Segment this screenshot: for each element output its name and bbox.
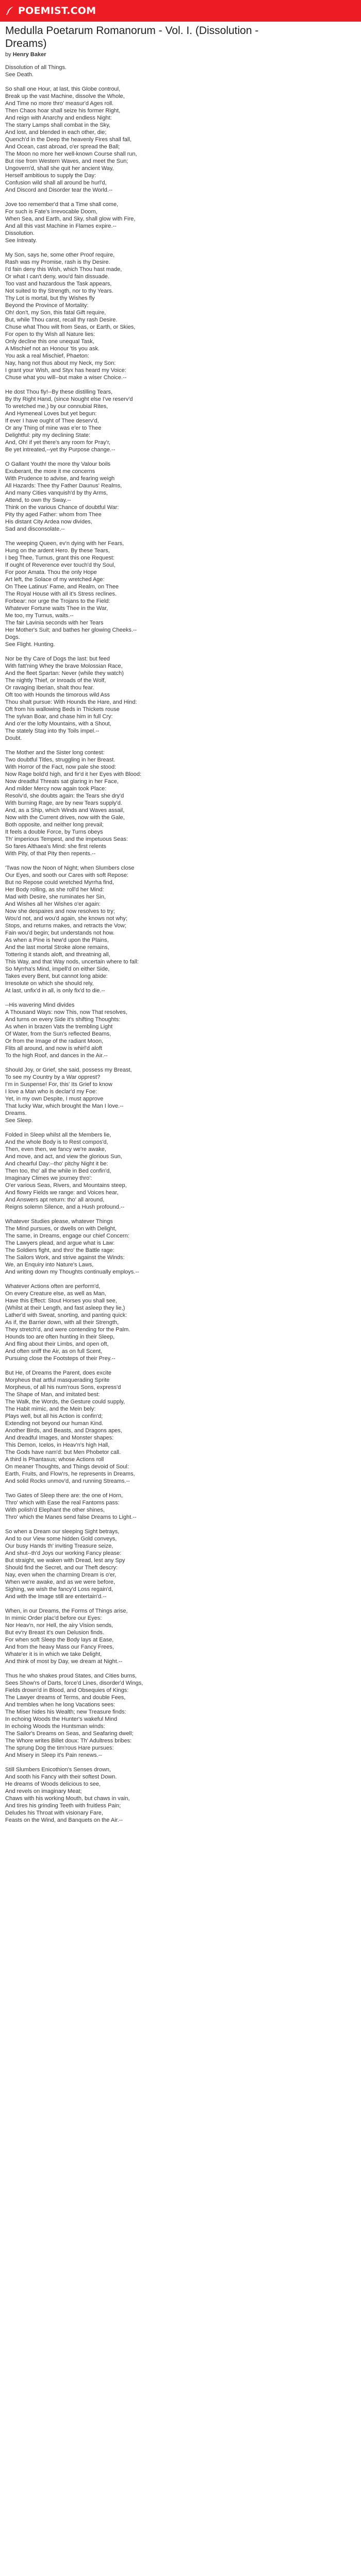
- poem-stanza: [5, 1766, 356, 1824]
- poem-line: Th' imperious Tempest, and the impetuous Seas:: [5, 836, 128, 842]
- poem-line: The stately Stag into thy Toils impel.--: [5, 728, 100, 734]
- poem-line: The Habit mimic, and the Mein bely:: [5, 1406, 96, 1412]
- poem-line: On meaner Thoughts, and Things devoid of Soul:: [5, 1464, 129, 1470]
- poem-line: Thus he who shakes proud States, and Cities burns,: [5, 1673, 137, 1679]
- poem-line: Deludes his Throat with visionary Fare,: [5, 1810, 103, 1816]
- poem-line: And tires his grinding Teeth with fruitless Pain;: [5, 1803, 121, 1809]
- site-logo-text: POEMIST.COM: [18, 5, 96, 16]
- poem-stanza: [5, 1131, 356, 1211]
- poem-line: Thou shalt pursue: With Hounds the Hare, and Hind:: [5, 699, 137, 705]
- poem-line: But rise from Western Waves, and meet the Sun;: [5, 158, 128, 164]
- poem-stanza: [5, 1002, 356, 1059]
- poem-line: Or ravaging Iberian, shalt thou fear.: [5, 685, 94, 691]
- poem-line: And trembles when he long Vacations sees:: [5, 1702, 116, 1708]
- poem-line: For when soft Sleep the Body lays at Ease,: [5, 1637, 114, 1643]
- poem-line: To see my Country by a War opprest?: [5, 1074, 101, 1080]
- poem-line: Only decline this one unequal Task,: [5, 338, 94, 345]
- poem-line: Flits all around, and now is whirl'd aloft: [5, 1045, 102, 1052]
- poem-line: And Misery in Sleep it's Pain renews.--: [5, 1752, 102, 1758]
- poem-line: And Answers apt return: tho' all around,: [5, 1197, 105, 1203]
- poem-line: Or from the Image of the radiant Moon,: [5, 1038, 104, 1044]
- poem-line: Two doubtful Titles, struggling in her Breast.: [5, 757, 116, 763]
- poem-line: With Pity, of that Pity then repents.--: [5, 851, 96, 857]
- poem-line: Be yet intreated,--yet thy Purpose change.--: [5, 447, 116, 453]
- poem-stanza: [5, 1283, 356, 1362]
- poem-line: Delightful: pity my declining State:: [5, 432, 91, 438]
- poem-stanza: [5, 1492, 356, 1521]
- poem-line: And with the Image still are entertain'd.--: [5, 1594, 107, 1600]
- poem-line: Stops, and returns makes, and retracts the Vow;: [5, 923, 126, 929]
- poem-line: Have this Effect: Stout Horses you shall see,: [5, 1298, 117, 1304]
- poem-line: Then too, tho' all the while in Bed confin'd,: [5, 1168, 111, 1174]
- poem-line: Takes every Bent, but cannot long abide:: [5, 973, 108, 979]
- poem-line: You ask a real Mischief, Phaeton:: [5, 353, 89, 359]
- poem-line: Imaginary Climes we journey thro':: [5, 1175, 92, 1181]
- poem-line: Attend, to own thy Sway.--: [5, 497, 71, 503]
- poem-line: Hounds too are often hunting in their Sleep,: [5, 1334, 115, 1340]
- poem-line: Dissolution of all Things.: [5, 64, 67, 71]
- poem-line: 'Twas now the Noon of Night; when Slumbers close: [5, 865, 135, 871]
- poem-line: All Hazards: Thee thy Father Daunus' Realms,: [5, 483, 122, 489]
- poem-line: That lucky War, which brought the Man I love.--: [5, 1103, 124, 1109]
- poem-line: Art left, the Solace of my wretched Age:: [5, 577, 105, 583]
- poem-line: The Shape of Man, and imitated best:: [5, 1392, 100, 1398]
- poem-line: So shall one Hour, at last, this Globe controul,: [5, 86, 121, 92]
- poem-stanza: [5, 251, 356, 381]
- poem-line: And to our View some hidden Gold conveys,: [5, 1536, 117, 1542]
- poem-line: So fares Althaea's Mind: she first relents: [5, 843, 106, 850]
- poem-line: Irresolute on which she should rely,: [5, 980, 94, 987]
- poem-line: Then, even then, we fancy we're awake,: [5, 1146, 106, 1153]
- poem-line: But He, of Dreams the Parent, does excite: [5, 1370, 112, 1376]
- poem-line: Tottering it stands aloft, and threatning all,: [5, 952, 110, 958]
- poem-line: Morpheus, of all his num'rous Sons, express'd: [5, 1384, 121, 1391]
- poem-line: Her Mother's Suit; and bathes her glowing Cheeks.--: [5, 627, 137, 633]
- poem-line: A third is Phantasus; whose Actions roll: [5, 1456, 104, 1463]
- poem-stanza: [5, 388, 356, 453]
- poem-stanza: [5, 1066, 356, 1124]
- poem-line: And writing down my Thoughts continually employs.--: [5, 1269, 139, 1275]
- poem-line: Extending not beyond our human Kind.: [5, 1420, 104, 1427]
- poem-line: Nay, hang not thus about my Neck, my Son:: [5, 360, 116, 366]
- poem-author-line: [5, 51, 356, 58]
- poem-line: The fair Lavinia seconds with her Tears: [5, 620, 104, 626]
- poem-line: Doubt.: [5, 735, 22, 741]
- poem-body: [5, 64, 356, 1824]
- poem-line: But ev'ry Breast it's own Delusion finds.: [5, 1630, 104, 1636]
- poem-line: Her Body rolling, as she roll'd her Mind:: [5, 887, 104, 893]
- poem-line: Chuse what you will--but make a wiser Choice.--: [5, 375, 127, 381]
- poem-line: With burning Rage, are by new Tears supply'd.: [5, 800, 122, 806]
- poem-line: The starry Lamps shall combat in the Sky,: [5, 122, 110, 128]
- poem-line: When, in our Dreams, the Forms of Things arise,: [5, 1608, 128, 1614]
- poem-line: Or what I can't deny, wou'd fain dissuade.: [5, 274, 110, 280]
- poem-line: Pursuing close the Footsteps of their Prey.--: [5, 1355, 116, 1362]
- poem-line: And sooth his Fancy with their softest Down.: [5, 1774, 117, 1780]
- poem-line: O'er various Seas, Rivers, and Mountains steep,: [5, 1182, 127, 1189]
- poem-line: If ought of Reverence ever touch'd thy Soul,: [5, 562, 116, 568]
- poem-line: Now with the Current drives, now with the Gale,: [5, 815, 125, 821]
- poem-line: For poor Amata. Thou the only Hope: [5, 569, 97, 575]
- poem-line: But straight, we waken with Dread, lest any Spy: [5, 1557, 125, 1564]
- poem-line: Of Water, from the Sun's reflected Beams,: [5, 1031, 111, 1037]
- poem-line: And chearful Day:--tho' pitchy Night it be:: [5, 1161, 108, 1167]
- poem-line: Oft too with Hounds the timorous wild Ass: [5, 692, 110, 698]
- poem-stanza: [5, 1672, 356, 1759]
- poem-line: The Sailors Work, and strive against the Winds:: [5, 1255, 125, 1261]
- poem-line: And dreadful Images, and Monster shapes:: [5, 1435, 114, 1441]
- poem-line: Me too, my Turnus, waits.--: [5, 613, 74, 619]
- poem-line: The Lawyer dreams of Terms, and double Fees,: [5, 1694, 126, 1701]
- poem-line: Plays well, but all his Action is confin'd;: [5, 1413, 103, 1419]
- poem-stanza: [5, 201, 356, 244]
- poem-line: Exuberant, the more it me concerns: [5, 468, 95, 474]
- poem-line: See Sleep.: [5, 1117, 33, 1124]
- poem-line: Chuse what Thou wilt from Seas, or Earth, or Skies,: [5, 324, 136, 330]
- poem-line: And the fleet Spartan: Never (while they watch): [5, 670, 124, 676]
- poem-line: Break up the vast Machine, dissolve the Whole,: [5, 93, 125, 99]
- poem-line: The Mother and the Sister long contest:: [5, 750, 105, 756]
- poem-line: And the whole Body is to Rest compos'd,: [5, 1139, 108, 1145]
- poem-line: I love a Man who is declar'd my Foe:: [5, 1089, 97, 1095]
- poem-stanza: [5, 1369, 356, 1485]
- poem-line: And, as a Ship, which Winds and Waves assail,: [5, 807, 125, 814]
- poem-line: Oft from his wallowing Beds in Thickets rouse: [5, 706, 120, 713]
- poem-line: The Walk, the Words, the Gesture could supply,: [5, 1399, 125, 1405]
- poem-line: A Thousand Ways: now This, now That resolves,: [5, 1009, 127, 1015]
- poem-line: Dogs.: [5, 634, 20, 640]
- poem-line: The Miser hides his Wealth; new Treasure finds:: [5, 1709, 126, 1715]
- poem-line: If ever I have ought of Thee deserv'd,: [5, 418, 99, 424]
- poem-line: With Horror of the Fact, now pale she stood:: [5, 764, 117, 770]
- poem-line: And revels on imaginary Meat;: [5, 1788, 82, 1794]
- poem-line: And Ocean, cast abroad, o'er spread the Ball;: [5, 144, 120, 150]
- poem-line: This Way, and that Way nods, uncertain where to fall:: [5, 959, 139, 965]
- poem-line: The Gods have nam'd: but Men Phobetor call.: [5, 1449, 121, 1455]
- poem-line: Morpheus that artful masquerading Sprite: [5, 1377, 110, 1383]
- poem-line: Pity thy aged Father: whom from Thee: [5, 512, 102, 518]
- poem-line: Both opposite, and neither long prevail;: [5, 822, 104, 828]
- poem-line: And milder Mercy now again took Place:: [5, 786, 107, 792]
- poem-line: Herself ambitious to supply the Day:: [5, 173, 96, 179]
- poem-line: For such is Fate's irrevocable Doom,: [5, 209, 97, 215]
- poem-line: And from the heavy Mass our Fancy Frees,: [5, 1644, 114, 1650]
- poem-line: The same, in Dreams, engage our chief Concern:: [5, 1233, 129, 1239]
- poem-line: A Mischief not an Honour 'tis you ask.: [5, 346, 100, 352]
- poem-line: When we're awake, and as we were before,: [5, 1579, 116, 1585]
- poem-title: Medulla Poetarum Romanorum - Vol. I. (Dissolution - Dreams): [5, 25, 259, 49]
- poem-line: Whatever Actions often are perform'd,: [5, 1283, 101, 1290]
- poem-line: Should Joy, or Grief, she said, possess my Breast,: [5, 1067, 132, 1073]
- poem-stanza: [5, 64, 356, 78]
- poem-line: It feels a double Force, by Turns obeys: [5, 829, 103, 835]
- poem-line: Oh! don't, my Son, this fatal Gift require,: [5, 310, 106, 316]
- poem-line: The nightly Thief, or Inroads of the Wolf,: [5, 677, 106, 684]
- poem-line: Confusion wild shall all around be hurl'd,: [5, 180, 107, 186]
- poem-line: See Intreaty.: [5, 238, 37, 244]
- poem-line: And the last mortal Stroke alone remains,: [5, 944, 109, 951]
- poem-line: And o'er the lofty Mountains, with a Shout,: [5, 721, 111, 727]
- poem-line: Thro' which with Ease the real Fantoms pass:: [5, 1500, 120, 1506]
- poem-line: And all this vast Machine in Flames expire.--: [5, 223, 117, 229]
- poem-line: For open to thy Wish all Nature lies:: [5, 331, 95, 337]
- poem-line: Thy Lot is mortal, but thy Wishes fly: [5, 295, 95, 301]
- poem-line: Our busy Hands th' inviting Treasure seize,: [5, 1543, 113, 1549]
- poem-line: Resolv'd, she doubts again: the Tears she dry'd: [5, 793, 124, 799]
- poem-line: I'm in Suspense! For, this' Its Grief to know: [5, 1081, 112, 1088]
- poem-line: Earth, Fruits, and Flow'rs, he represents in Dreams,: [5, 1471, 135, 1477]
- poem-line: Nor be thy Care of Dogs the last: but feed: [5, 656, 110, 662]
- poem-line: And Discord and Disorder tear the World.--: [5, 187, 113, 193]
- poem-line: And solid Rocks unmov'd, and running Streams.--: [5, 1478, 130, 1484]
- poem-line: To the high Roof, and dances in the Air.--: [5, 1053, 108, 1059]
- poem-line: Forbear: nor urge the Trojans to the Field:: [5, 598, 110, 604]
- poem-stanza: [5, 655, 356, 742]
- poem-line: My Son, says he, some other Proof require,: [5, 252, 115, 258]
- poem-stanza: [5, 540, 356, 648]
- poem-line: Chaws with his working Mouth, but chaws in vain,: [5, 1795, 130, 1802]
- poem-line: In echoing Woods the Huntsman winds:: [5, 1723, 105, 1730]
- poem-line: With fatt'ning Whey the brave Molossian Race,: [5, 663, 123, 669]
- poem-line: The Mind pursues, or dwells on with Delight,: [5, 1226, 117, 1232]
- poem-line: So when a Dream our sleeping Sight betrays,: [5, 1529, 120, 1535]
- poem-line: Whate'er it is in which we take Delight,: [5, 1651, 102, 1657]
- poem-line: Think on the various Chance of doubtful War:: [5, 504, 119, 511]
- poem-line: O Gallant Youth! the more thy Valour boils: [5, 461, 111, 467]
- site-logo[interactable]: [5, 5, 96, 16]
- poem-line: Fain wou'd begin; but understands not how.: [5, 930, 114, 936]
- poem-line: The Sailor's Dreams on Seas, and Seafaring dwell;: [5, 1731, 134, 1737]
- poem-line: Beyond the Province of Mortality:: [5, 302, 89, 309]
- poem-line: The sylvan Boar, and chase him in full Cry:: [5, 714, 113, 720]
- poem-line: See Flight. Hunting.: [5, 641, 55, 648]
- poem-line: On Thee Latinus' Fame, and Realm, on Thee: [5, 584, 119, 590]
- poem-stanza: [5, 86, 356, 194]
- poem-line: We, an Enquiry into Nature's Laws,: [5, 1262, 94, 1268]
- poem-line: I grant your Wish, and Styx has heard my Voice:: [5, 367, 126, 374]
- poem-line: Nor Heav'n, nor Hell, the airy Vision sends,: [5, 1622, 113, 1629]
- poem-stanza: [5, 865, 356, 994]
- poem-line: Feasts on the Wind, and Banquets on the Air.--: [5, 1817, 123, 1823]
- poem-stanza: [5, 1528, 356, 1600]
- poem-line: Rash was my Promise, rash is thy Desire.: [5, 259, 110, 265]
- poem-line: As if, the Barrier down, with all their Strength,: [5, 1319, 119, 1326]
- poem-line: The Royal House with all it's Stress reclines.: [5, 591, 117, 597]
- poem-line: At last, unfix'd in all, is only fix'd to die.--: [5, 988, 105, 994]
- poem-line: So Myrrha's Mind, impell'd on either Side,: [5, 966, 110, 972]
- poem-line: He dreams of Woods delicious to see,: [5, 1781, 101, 1787]
- poem-line: The weeping Queen, ev'n dying with her Fears,: [5, 540, 124, 547]
- poem-line: Still Slumbers Enicothion's Senses drown,: [5, 1767, 111, 1773]
- poem-line: As when in brazen Vats the trembling Light: [5, 1024, 113, 1030]
- poem-line: Now Rage bold'd high, and fir'd it her Eyes with Blood:: [5, 771, 142, 777]
- poem-line: --His wavering Mind divides: [5, 1002, 75, 1008]
- poem-line: I beg Thee, Turnus, grant this one Request:: [5, 555, 114, 561]
- site-header: [0, 0, 361, 22]
- poem-line: Jove too remember'd that a Time shall come,: [5, 201, 119, 208]
- poem-line: Then Chaos hoar shall seize his former Right,: [5, 108, 121, 114]
- poem-line: In echoing Woods the Hunter's wakeful Mind: [5, 1716, 118, 1722]
- poem-line: Yet, in my own Despite, I must approve: [5, 1096, 104, 1102]
- poem-line: On every Creature else, as well as Man,: [5, 1291, 106, 1297]
- poem-line: Dissolution.: [5, 230, 35, 236]
- poem-line: And fling about their Limbs, and open oft,: [5, 1341, 109, 1347]
- poem-line: His distant City Ardea now divides,: [5, 519, 92, 525]
- poem-line: Two Gates of Sleep there are: the one of Horn,: [5, 1493, 123, 1499]
- poem-line: And shut--th'd Joys our working Fancy please:: [5, 1550, 122, 1556]
- poem-line: And many Cities vanquish'd by thy Arms,: [5, 490, 108, 496]
- poem-line: And think of most by Day, we dream at Night.--: [5, 1658, 123, 1665]
- author-name[interactable]: Henry Baker: [12, 52, 46, 58]
- poem-line: Our Eyes, and sooth our Cares with soft Repose:: [5, 872, 129, 878]
- poem-line: By thy Right Hand, (since Nought else I've reserv'd: [5, 396, 133, 402]
- poem-line: Hung on the ardent Hero. By these Tears,: [5, 548, 110, 554]
- poem-line: Now she despaires and now resolves to try;: [5, 908, 115, 914]
- poem-line: In mimic Order plac'd before our Eyes:: [5, 1615, 102, 1621]
- poem-line: The Moon no more her well-known Course shall run,: [5, 151, 137, 157]
- poem-stanza: [5, 749, 356, 857]
- poem-line: Not suited to thy Strength, nor to thy Years.: [5, 288, 113, 294]
- poem-line: But, while Thou canst, recall thy rash Desire.: [5, 317, 118, 323]
- poem-line: Thro' which the Manes send false Dreams to Light.--: [5, 1514, 137, 1520]
- poem-line: They stretch'd, and were contending for the Palm.: [5, 1327, 130, 1333]
- poem-line: And lost, and blended in each other, die;: [5, 129, 107, 135]
- poem-line: To wretched me,) by our connubial Rites,: [5, 403, 108, 410]
- poem-line: But no Repose could wretched Myrrha find,: [5, 879, 114, 886]
- poem-stanza: [5, 1218, 356, 1276]
- poem-line: When Sea, and Earth, and Sky, shall glow with Fire,: [5, 216, 136, 222]
- poem-line: And flowry Fields we range: and Voices hear,: [5, 1190, 119, 1196]
- poem-line: With polish'd Elephant the other shines,: [5, 1507, 105, 1513]
- poem-line: I'd fain deny this Wish, which Thou hast made,: [5, 266, 122, 273]
- poem-stanza: [5, 461, 356, 533]
- poem-line: Fields drown'd in Blood, and Obsequies of Kings:: [5, 1687, 129, 1693]
- poem-line: Should find the Secret, and our Theft descry:: [5, 1565, 118, 1571]
- by-label: by: [5, 52, 11, 58]
- poem-line: Folded in Sleep whilst all the Members lie,: [5, 1132, 111, 1138]
- poem-line: Lather'd with Sweat, snorting, and panting quick:: [5, 1312, 127, 1318]
- poem-line: And turns on every Side it's shifting Thoughts:: [5, 1016, 121, 1023]
- poem-line: Now dreadful Threats sat glaring in her Face,: [5, 778, 119, 785]
- poem-line: Ungovern'd, shall she quit her ancient Way,: [5, 165, 114, 172]
- poem-line: Nay, even when the charming Dream is o'er,: [5, 1572, 117, 1578]
- poem-line: Or any Thing of mine was e'er to Thee: [5, 425, 102, 431]
- poem-line: And, Oh! if yet there's any room for Pray'r,: [5, 439, 111, 446]
- poem-line: Mad with Desire, she ruminates her Sin,: [5, 894, 106, 900]
- poem-line: This Demon, Icelos, in Heav'n's high Hall,: [5, 1442, 110, 1448]
- poem-line: He dost Thou fly!--By these distilling Tears,: [5, 389, 113, 395]
- poem-line: And Time no more thro' measur'd Ages roll.: [5, 100, 114, 107]
- poem-line: (Whilst at their Length, and fast asleep they lie,): [5, 1305, 125, 1311]
- poem-line: Whatever Studies please, whatever Things: [5, 1218, 113, 1225]
- poem-line: See Death.: [5, 72, 34, 78]
- poem-line: Too vast and hazardous the Task appears,: [5, 281, 112, 287]
- poem-line: As when a Pine is hew'd upon the Plains,: [5, 937, 109, 943]
- poem-line: Sad and disconsolate.--: [5, 526, 65, 532]
- poem-line: And reign with Anarchy and endless Night:: [5, 115, 112, 121]
- poem-line: And Hymeneal Loves but yet begun:: [5, 411, 97, 417]
- poem-line: The Lawyers plead, and argue what is Law:: [5, 1240, 115, 1246]
- poem-line: And Wishes all her Wishes o'er again:: [5, 901, 101, 907]
- poem-line: The Soldiers fight, and thro' the Battle rage:: [5, 1247, 114, 1253]
- poem-line: Another Birds, and Beasts, and Dragons apes,: [5, 1428, 122, 1434]
- poem-line: Sighing, we wish the fancy'd Loss regain'd,: [5, 1586, 113, 1592]
- poem-line: The Whore writes Billet doux: Th' Adultress bribes:: [5, 1738, 132, 1744]
- poem-line: Quench'd in the Deep the heavenly Fires shall fall,: [5, 137, 132, 143]
- poem-line: With Prudence to advise, and fearing weigh: [5, 476, 115, 482]
- feather-logo-icon: [5, 6, 15, 16]
- poem-stanza: [5, 1607, 356, 1665]
- poem-line: Dreams.: [5, 1110, 27, 1116]
- poem-line: Reigns solemn Silence, and a Hush profound.--: [5, 1204, 125, 1210]
- poem-line: Sees Show'rs of Darts, force'd Lines, disorder'd Wings,: [5, 1680, 143, 1686]
- poem-line: And move, and act, and view the glorious Sun,: [5, 1154, 122, 1160]
- poem-line: Wou'd not, and wou'd again, she knows not why;: [5, 916, 127, 922]
- poem-line: Whatever Fortune waits Thee in the War,: [5, 605, 108, 612]
- poem-content: [5, 24, 356, 1831]
- poem-line: The sprung Dog the tim'rous Hare pursues:: [5, 1745, 114, 1751]
- poem-line: And often sniff the Air, as on full Scent,: [5, 1348, 103, 1354]
